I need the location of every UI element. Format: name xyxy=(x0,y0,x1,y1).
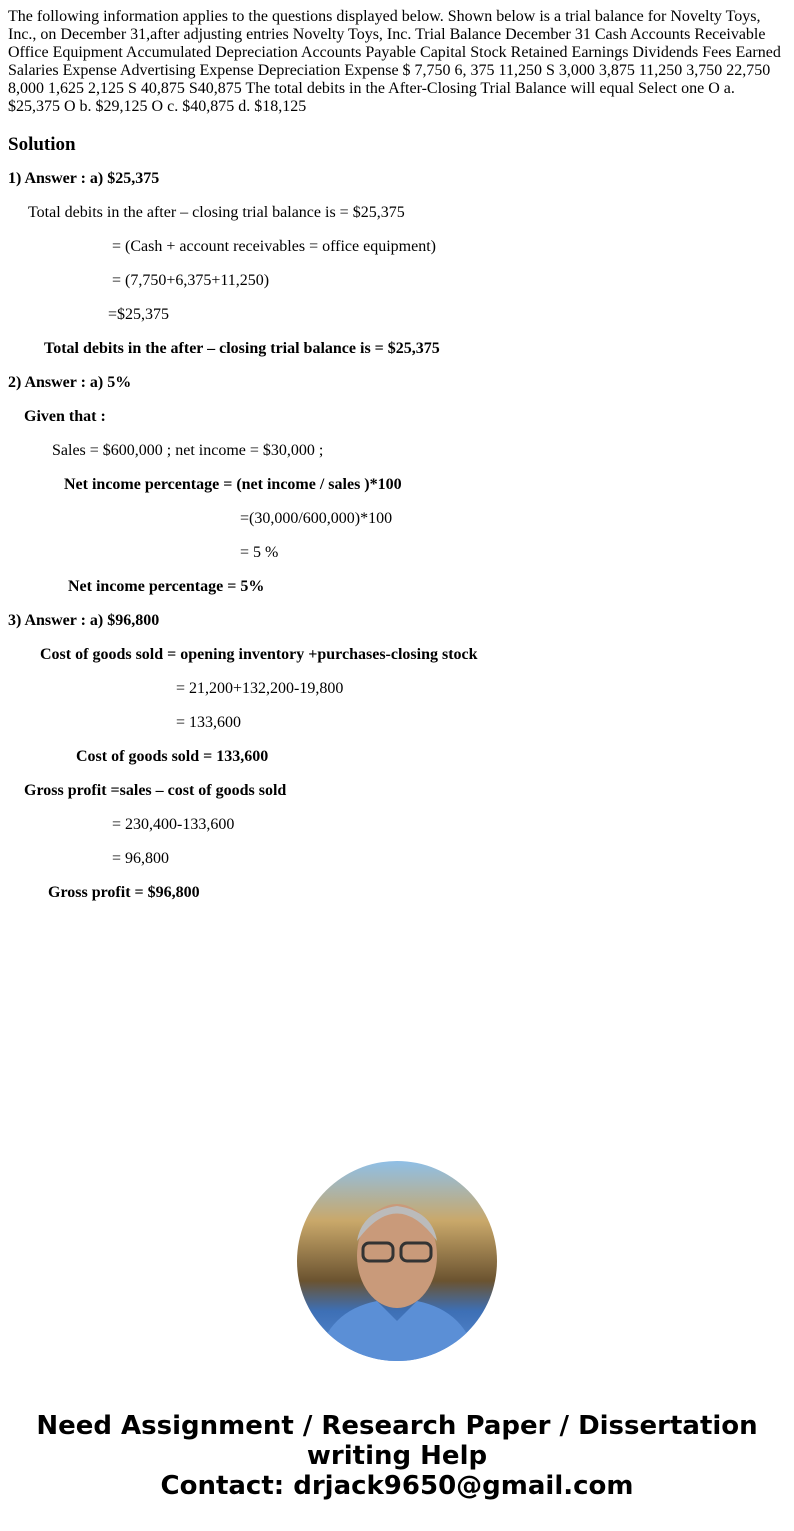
solution-line: Total debits in the after – closing trial balance is = $25,375 xyxy=(44,340,440,357)
solution-line: = 21,200+132,200-19,800 xyxy=(176,680,344,697)
solution-line: =(30,000/600,000)*100 xyxy=(240,510,393,527)
document xyxy=(0,8,794,902)
solution-line: Total debits in the after – closing trial balance is = $25,375 xyxy=(28,204,405,221)
answer-1: 1) Answer : a) $25,375 xyxy=(8,170,160,187)
solution-line: Given that : xyxy=(24,408,106,425)
solution-line: Sales = $600,000 ; net income = $30,000 ; xyxy=(52,442,324,459)
solution-line: Net income percentage = 5% xyxy=(68,578,265,595)
solution-line: Net income percentage = (net income / sales )*100 xyxy=(64,476,402,493)
question-text: The following information applies to the questions displayed below. Shown below is a trial balance for Novelty Toys, Inc., on December 31,after adjusting entries Novelty Toys, Inc. Trial Balance December 31 Cash Accounts Receivable Office Equipment Accumulated Depreciation Accounts Payable Capital Stock Retained Earnings Dividends Fees Earned Salaries Expense Advertising Expense Depreciation Expense $ 7,750 6, 375 11,250 S 3,000 3,875 11,250 3,750 22,750 8,000 1,625 2,125 S 40,875 S40,875 The total debits in the After-Closing Trial Balance will equal Select one O a. $25,375 O b. $29,125 O c. $40,875 d. $18,125 xyxy=(8,8,781,115)
answer-2: 2) Answer : a) 5% xyxy=(8,374,132,391)
footer-line: Need Assignment / Research Paper / Dissertation xyxy=(36,1411,758,1441)
solution-line: Cost of goods sold = 133,600 xyxy=(76,748,269,765)
answer-3: 3) Answer : a) $96,800 xyxy=(8,612,160,629)
footer-contact: Contact: drjack9650@gmail.com xyxy=(160,1471,634,1501)
solution-line: Gross profit =sales – cost of goods sold xyxy=(24,782,287,799)
solution-line: = (7,750+6,375+11,250) xyxy=(112,272,270,289)
solution-line: Gross profit = $96,800 xyxy=(48,884,200,901)
solution-line: = 133,600 xyxy=(176,714,242,731)
solution-heading: Solution xyxy=(8,134,76,155)
solution-line: = 96,800 xyxy=(112,850,170,867)
author-photo xyxy=(297,1161,497,1361)
footer-banner xyxy=(0,1411,794,1501)
footer-line: writing Help xyxy=(306,1441,488,1471)
solution-line: = (Cash + account receivables = office equipment) xyxy=(112,238,436,255)
solution-line: = 5 % xyxy=(240,544,279,561)
solution-line: Cost of goods sold = opening inventory +purchases-closing stock xyxy=(40,646,478,663)
solution-line: =$25,375 xyxy=(108,306,170,323)
solution-line: = 230,400-133,600 xyxy=(112,816,235,833)
